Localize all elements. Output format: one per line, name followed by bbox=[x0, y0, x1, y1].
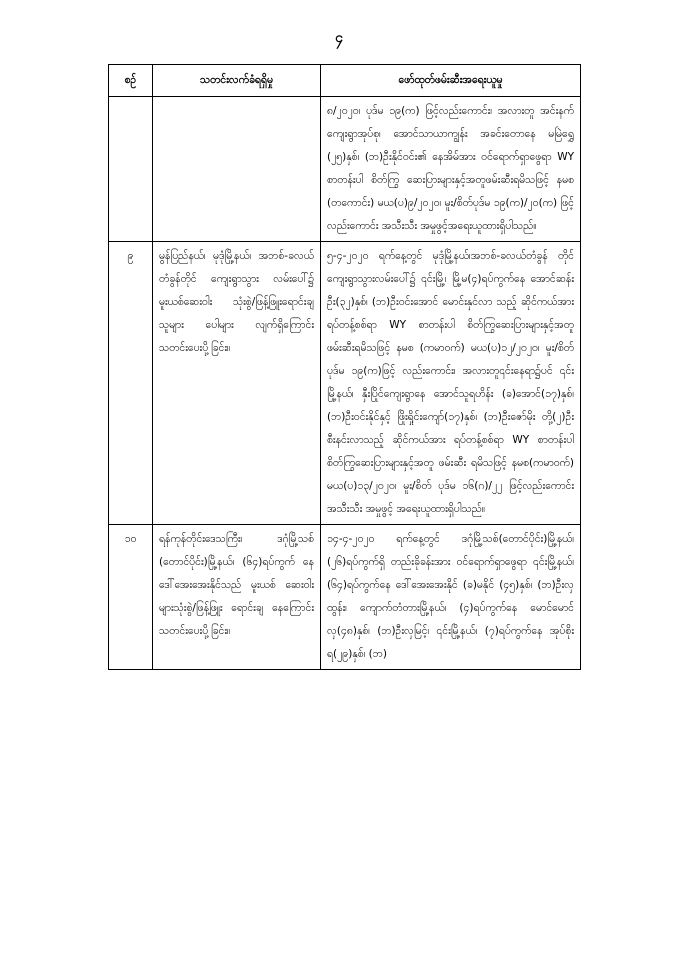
row-action-taken: ၅-၄-၂၀၂၀ ရက်နေ့တွင် မုဒုံမြို့နယ်၊အဘစ်-ခလယ်တံခွန် တိုင်ကျေးရွာသွားလမ်းပေါ်၌ ၎င်းမြို့၊ မြို့မ(၄)ရပ်ကွက်နေ အောင်ဆန်းဦး(၃၂)နှစ်၊ (ဘ)ဦးဝင်းအောင် မောင်းနှင်လာ သည့် ဆိုင်ကယ်အား ရပ်တန့်စစ်ရာ WY စာတန်းပါ စိတ်ကြွဆေးပြားများနှင့်အတူ ဖမ်းဆီးရမိသဖြင့် နမစ (ကမာဝက်) မယ(ပ)၁၂/၂၀၂၀၊ မူး/စိတ်ပုဒ်မ ၁၉(က)ဖြင့် လည်းကောင်း၊ အလားတူ၎င်းနေရာ၌ပင် ၎င်းမြို့နယ်၊ နှီးပြိုင်ကျေးရွာနေ အောင်သူရဟိန်း (ခ)အောင်(၁၇)နှစ်၊ (ဘ)ဦးဝင်းနိုင်နှင့် ဖြိုးရှိုင်းကျော်(၁၇)နှစ်၊ (ဘ)ဦးဇော်မိုး တို့(၂)ဦး စီးနင်းလာသည့် ဆိုင်ကယ်အား ရပ်တန့်စစ်ရာ WY စာတန်းပါ စိတ်ကြွဆေးပြားများနှင့်အတူ ဖမ်းဆီး ရမိသဖြင့် နမစ(ကမာဝက်) မယ(ပ)၁၃/၂၀၂၀၊ မူး/စိတ် ပုဒ်မ ၁၆(ဂ)/၂၂ ဖြင့်လည်းကောင်း အသီးသီး အမှုဖွင့် အရေးယူထားရှိပါသည်။ bbox=[321, 242, 581, 525]
header-no: စဉ် bbox=[109, 65, 153, 97]
row-action-taken: ၈/၂၀၂၀၊ ပုဒ်မ ၁၉(က) ဖြင့်လည်းကောင်း၊ အလားတူ အင်းနက်ကျေးရွာအုပ်စု၊ အောင်သာယာကျွန်း အခင်းတောနေ မမြဲရွှေ (၂၅)နှစ်၊ (ဘ)ဦးနိုင်ဝင်း၏ နေအိမ်အား ဝင်ရောက်ရှာဖွေရာ WY စာတန်းပါ စိတ်ကြွ ဆေးပြားများနှင့်အတူဖမ်းဆီးရမိသဖြင့် နမစ (တကောင်း) မယ(ပ)၉/၂၀၂၀၊ မူး/စိတ်ပုဒ်မ ၁၉(က)/၂၀(က) ဖြင့် လည်းကောင်း အသီးသီး အမှုဖွင့်အရေးယူထားရှိပါသည်။ bbox=[321, 97, 581, 242]
table-row bbox=[109, 242, 581, 525]
header-action-taken: ဖော်ထုတ်ဖမ်းဆီးအရေးယူမှု bbox=[321, 65, 581, 97]
table-row bbox=[109, 525, 581, 670]
row-received-info: ရန်ကုန်တိုင်းဒေသကြီး၊ ဒဂုံမြို့သစ် (တောင်ပိုင်း)မြို့နယ်၊ (၆၄)ရပ်ကွက် နေ ဒေါ်အေးအေးနိုင်သည် မူးယစ် ဆေးဝါးများသုံးစွဲ/ဖြန့်ဖြူး ရောင်းချ နေကြောင်း သတင်းပေးပို့ခြင်း။ bbox=[153, 525, 321, 670]
table-header-row bbox=[109, 65, 581, 97]
table-row bbox=[109, 97, 581, 242]
page-number: ၄ bbox=[335, 30, 343, 46]
row-received-info bbox=[153, 97, 321, 242]
row-received-info: မွန်ပြည်နယ်၊ မုဒုံမြို့နယ်၊ အဘစ်-ခလယ်တံခွန်တိုင် ကျေးရွာသွား လမ်းပေါ်၌ မူးယစ်ဆေးဝါး သုံးစွဲ/ဖြန့်ဖြူးရောင်းချသူများ ပေါများ လျက်ရှိကြောင်းသတင်းပေးပို့ခြင်း။ bbox=[153, 242, 321, 525]
row-number bbox=[109, 97, 153, 242]
row-number: ၉ bbox=[109, 242, 153, 525]
row-action-taken: ၁၄-၄-၂၀၂၀ ရက်နေ့တွင် ဒဂုံမြို့သစ်(တောင်ပိုင်း)မြို့နယ်၊ (၂၆)ရပ်ကွက်ရှိ တည်းခိုခန်းအား ဝင်ရောက်ရှာဖွေရာ ၎င်းမြို့နယ်၊ (၆၄)ရပ်ကွက်နေ ဒေါ်အေးအေးနိုင် (ခ)မနိုင် (၄၅)နှစ်၊ (ဘ)ဦးလှထွန်း၊ ကျောက်တံတားမြို့နယ်၊ (၄)ရပ်ကွက်နေ မောင်မောင်လှ(၄၈)နှစ်၊ (ဘ)ဦးလှမြင့်၊ ၎င်းမြို့နယ်၊ (၇)ရပ်ကွက်နေ အုပ်စိုးရ(၂၉)နှစ်၊ (ဘ) bbox=[321, 525, 581, 670]
row-number: ၁၀ bbox=[109, 525, 153, 670]
header-received-info: သတင်းလက်ခံရရှိမှု bbox=[153, 65, 321, 97]
report-table bbox=[108, 64, 581, 670]
